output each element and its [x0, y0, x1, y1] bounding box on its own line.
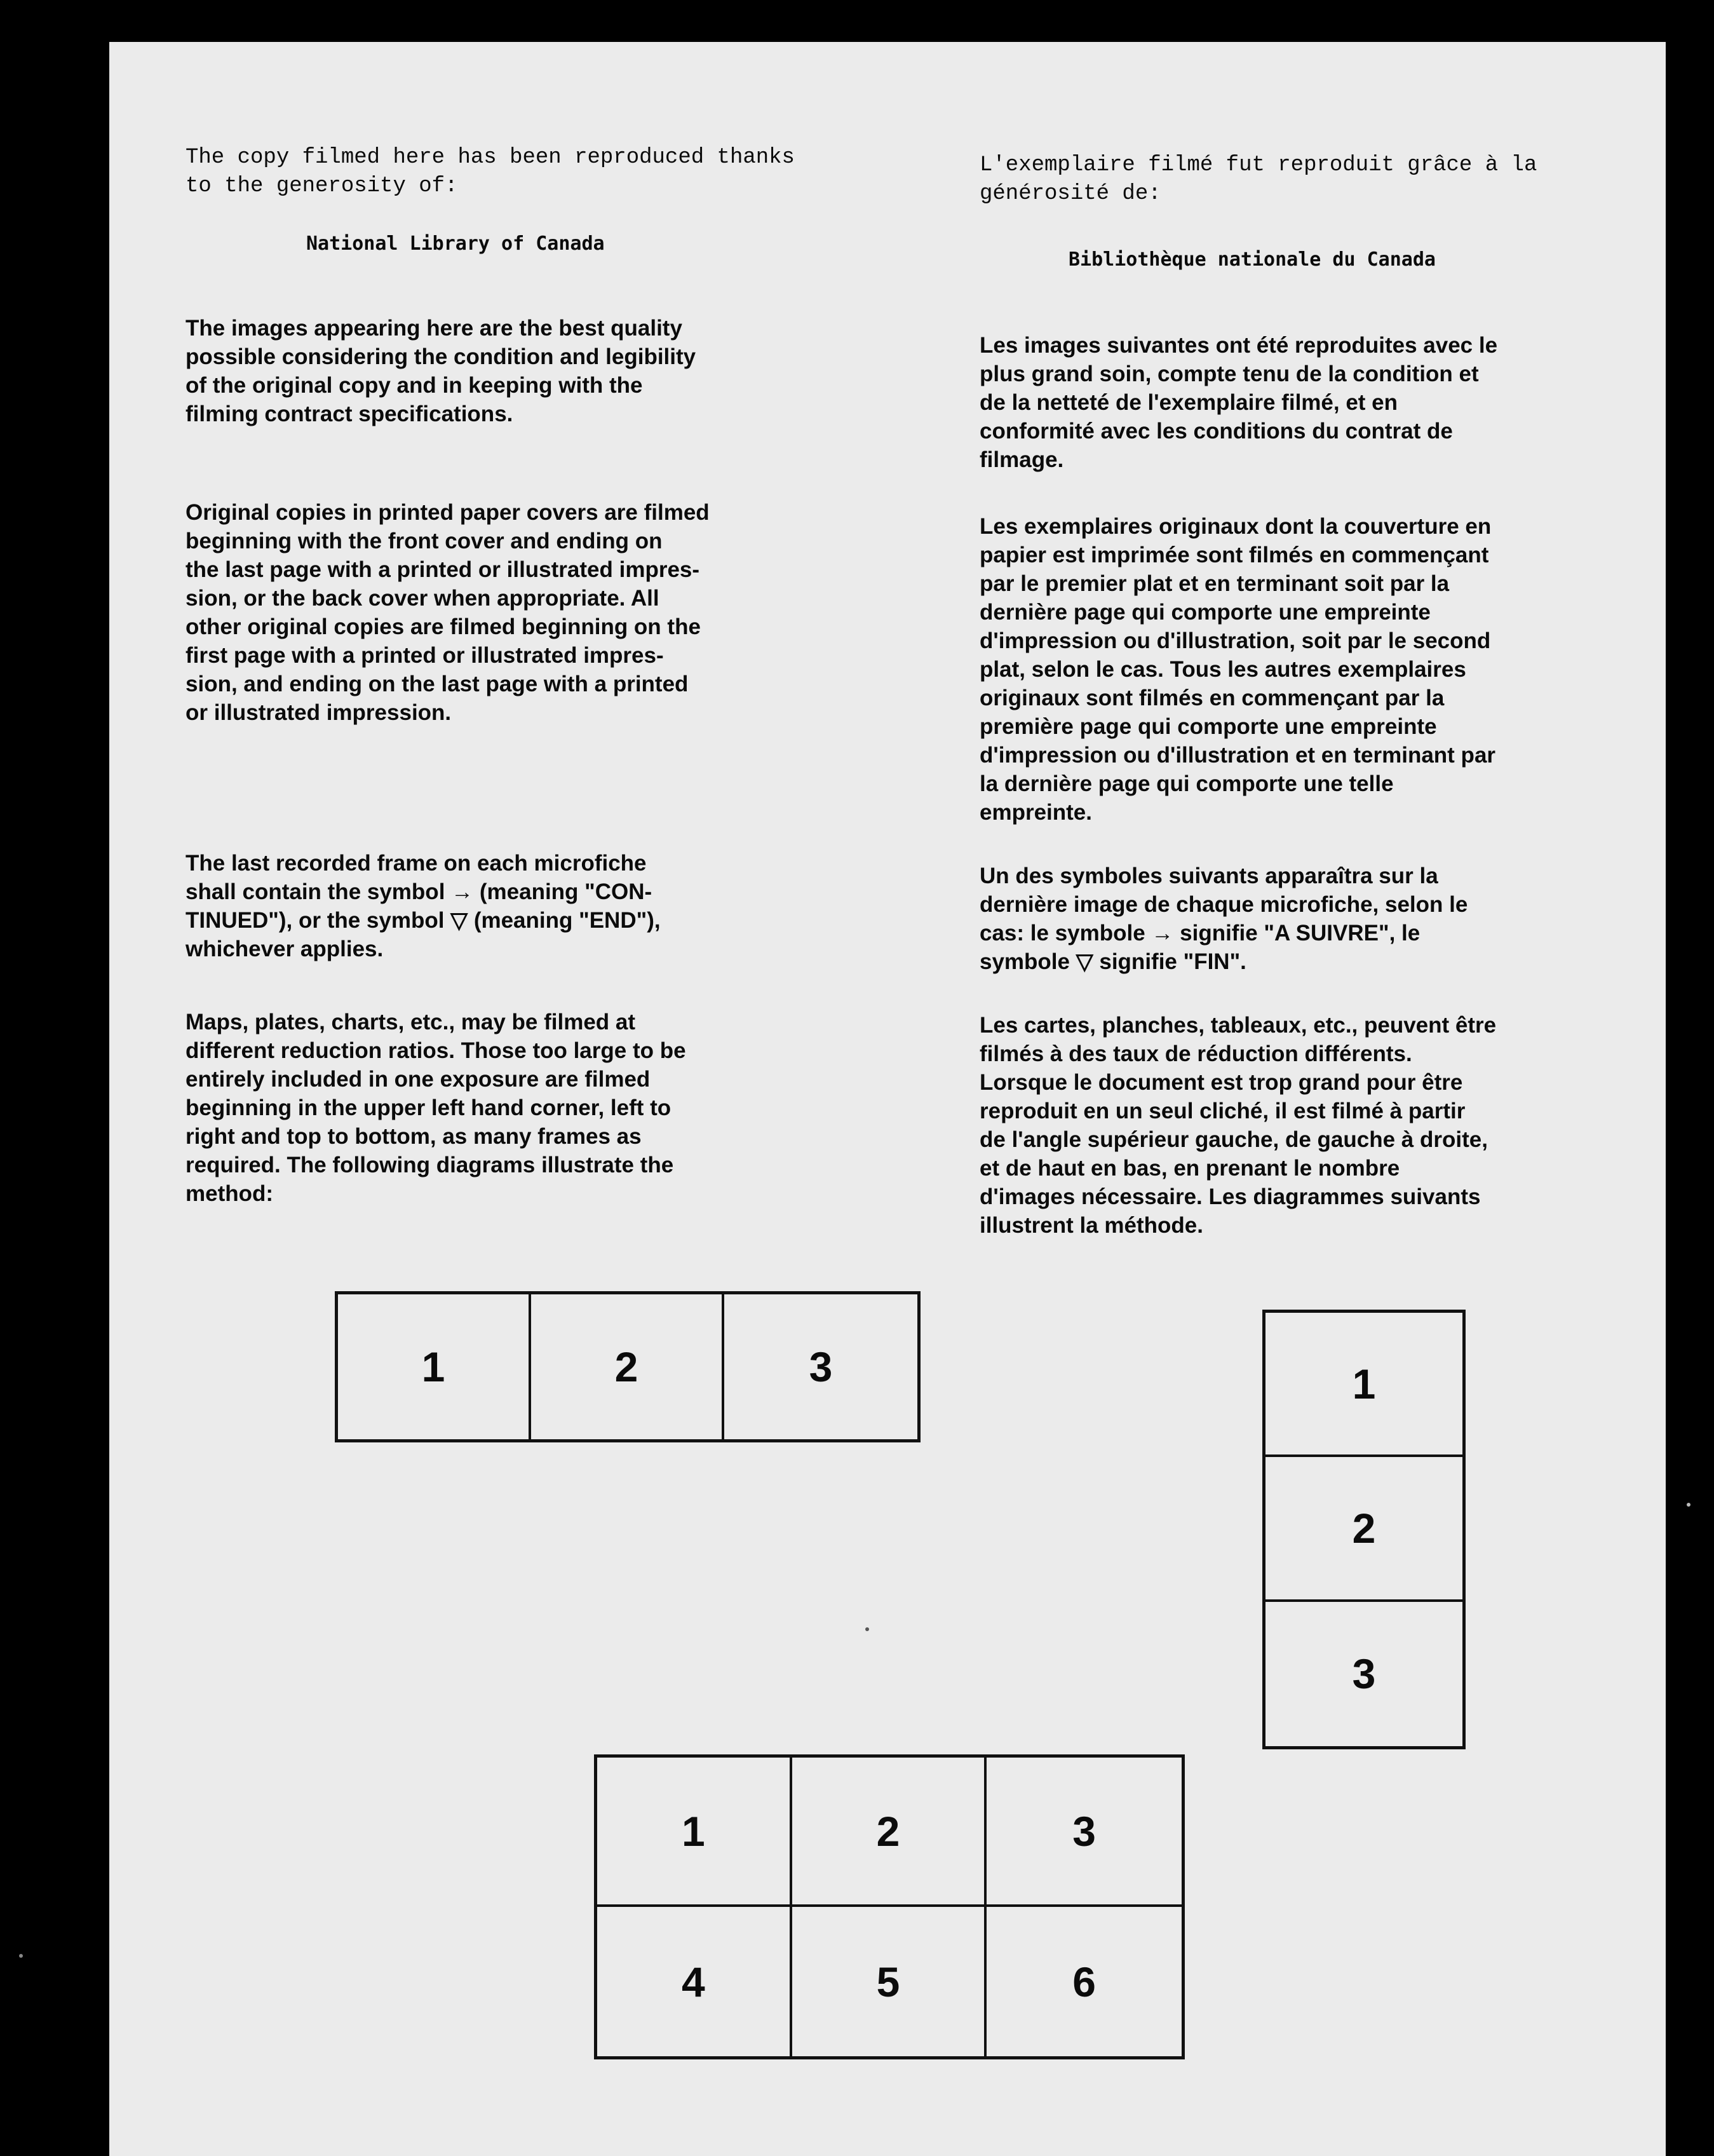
quality-paragraph-fr: Les images suivantes ont été reproduites avec le plus grand soin, compte tenu de la condition et de la netteté de l'exemplaire filmé, et en conformité avec les conditions du contrat de filmage. — [980, 333, 1498, 472]
frame-cell: 5 — [792, 1907, 987, 2056]
diagram-grid — [594, 1754, 1185, 2059]
symbols-paragraph-fr: Un des symboles suivants apparaîtra sur la dernière image de chaque microfiche, selon le cas: le symbole → signifie "A SUIVRE", le symbole ▽ signifie "FIN". — [980, 864, 1468, 974]
frame-cell: 2 — [1265, 1457, 1462, 1601]
covers-paragraph-fr: Les exemplaires originaux dont la couverture en papier est imprimée sont filmés en commençant par le premier plat et en terminant soit par la dernière page qui comporte une empreinte d'impression ou d'illustration, soit par le second plat, selon le cas. Tous les autres exemplaires originaux sont filmés en commençant par la première page qui comporte une empreinte d'impression ou d'illustration et en terminant par la dernière page qui comporte une telle empreinte. — [980, 514, 1496, 825]
frame-cell: 1 — [597, 1758, 792, 1907]
symbols-paragraph-en: The last recorded frame on each microfiche shall contain the symbol → (meaning "CON- TINUED"), or the symbol ▽ (meaning "END"), whichever applies. — [186, 851, 661, 961]
frame-cell: 3 — [809, 1343, 833, 1390]
intro-en: The copy filmed here has been reproduced thanks to the generosity of: — [186, 146, 795, 198]
film-speck — [1687, 1503, 1690, 1507]
frame-cell: 4 — [597, 1907, 792, 2056]
maps-paragraph-en: Maps, plates, charts, etc., may be filmed at different reduction ratios. Those too large to be entirely included in one exposure are filmed beginning in the upper left hand corner, left to right and top to bottom, as many frames as required. The following diagrams illustrate the method: — [186, 1010, 686, 1206]
credit-fr: Bibliothèque nationale du Canada — [1069, 248, 1436, 271]
frame-cell: 1 — [1265, 1313, 1462, 1457]
intro-fr: L'exemplaire filmé fut reproduit grâce à la générosité de: — [980, 153, 1537, 206]
covers-paragraph-en: Original copies in printed paper covers are filmed beginning with the front cover and ending on the last page with a printed or illustrated impres- sion, or the back cover when appropriate. All other original copies are filmed beginning on the first page with a printed or illustrated impres- sion, and ending on the last page with a printed or illustrated impression. — [186, 500, 710, 725]
credit-en: National Library of Canada — [306, 233, 605, 255]
film-speck — [19, 1954, 23, 1958]
maps-paragraph-fr: Les cartes, planches, tableaux, etc., peuvent être filmés à des taux de réduction différents. Lorsque le document est trop grand pour être reproduit en un seul cliché, il est filmé à partir de l'angle supérieur gauche, de gauche à droite, et de haut en bas, en prenant le nombre d'images nécessaire. Les diagrammes suivants illustrent la méthode. — [980, 1013, 1497, 1238]
frame-cell: 3 — [1352, 1650, 1376, 1698]
document-page — [109, 42, 1666, 2156]
diagram-row — [335, 1291, 921, 1442]
film-speck — [865, 1627, 869, 1631]
frame-cell: 1 — [338, 1294, 531, 1439]
diagram-column — [1262, 1310, 1466, 1749]
frame-cell: 2 — [792, 1758, 987, 1907]
frame-cell: 6 — [1072, 1958, 1097, 2005]
quality-paragraph-en: The images appearing here are the best quality possible considering the condition and legibility of the original copy and in keeping with the filming contract specifications. — [186, 316, 696, 426]
frame-cell: 2 — [531, 1294, 724, 1439]
frame-cell: 3 — [987, 1758, 1182, 1907]
